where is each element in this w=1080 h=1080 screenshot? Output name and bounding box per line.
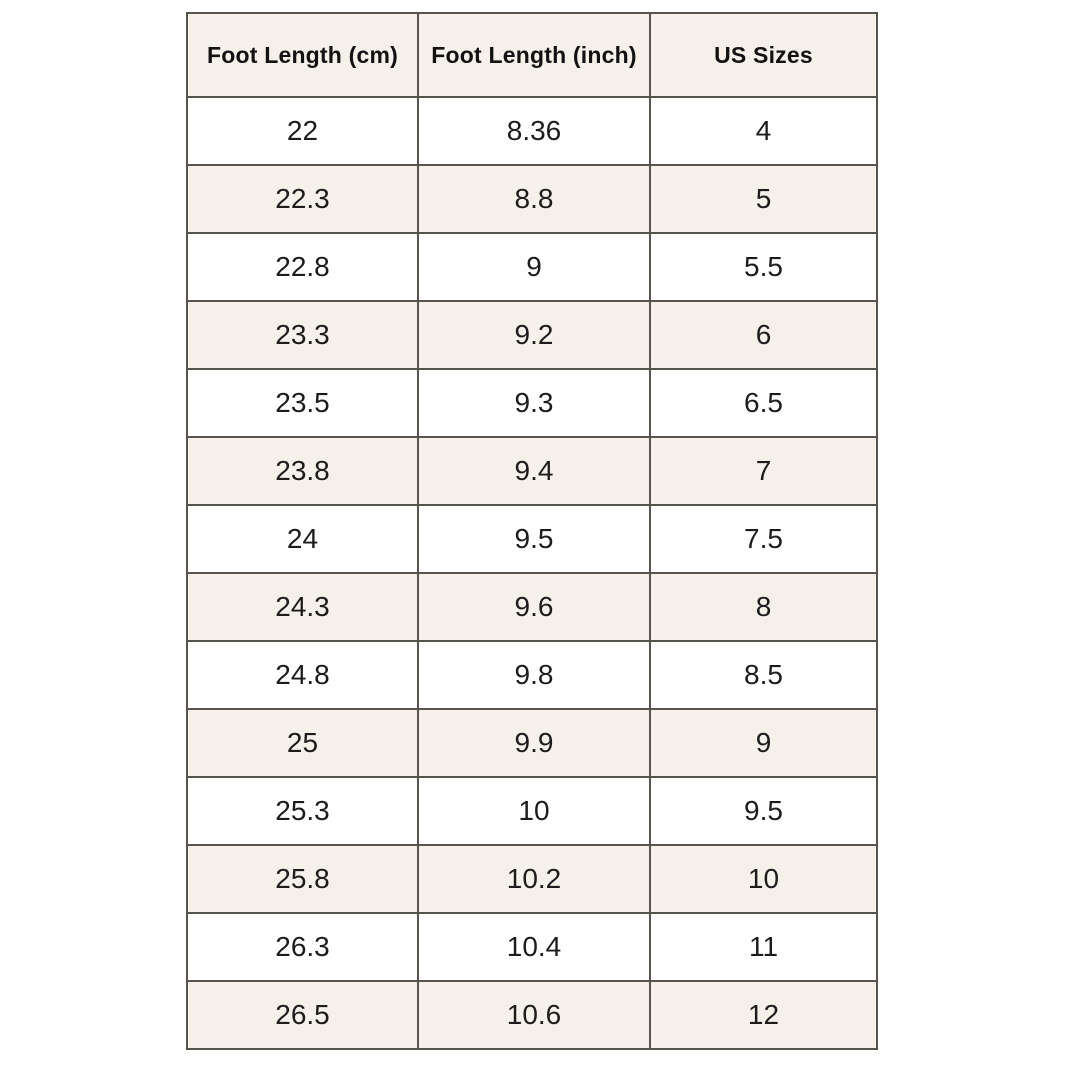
table-cell: 10 xyxy=(418,777,650,845)
table-cell: 24.3 xyxy=(187,573,418,641)
table-cell: 9.3 xyxy=(418,369,650,437)
table-cell: 9.6 xyxy=(418,573,650,641)
table-row xyxy=(187,777,877,845)
table-cell: 9.2 xyxy=(418,301,650,369)
table-cell: 9.4 xyxy=(418,437,650,505)
table-row xyxy=(187,845,877,913)
table-row xyxy=(187,233,877,301)
table-cell: 10.2 xyxy=(418,845,650,913)
header-us-sizes: US Sizes xyxy=(650,13,877,97)
shoe-size-table xyxy=(186,12,878,1050)
table-cell: 23.3 xyxy=(187,301,418,369)
table-cell: 26.5 xyxy=(187,981,418,1049)
table-cell: 12 xyxy=(650,981,877,1049)
table-cell: 8.8 xyxy=(418,165,650,233)
table-row xyxy=(187,913,877,981)
table-cell: 11 xyxy=(650,913,877,981)
table-cell: 10 xyxy=(650,845,877,913)
table-cell: 22.3 xyxy=(187,165,418,233)
table-cell: 9 xyxy=(418,233,650,301)
table-cell: 23.8 xyxy=(187,437,418,505)
table-cell: 26.3 xyxy=(187,913,418,981)
table-cell: 23.5 xyxy=(187,369,418,437)
table-cell: 8.5 xyxy=(650,641,877,709)
table-cell: 6 xyxy=(650,301,877,369)
table-cell: 9.8 xyxy=(418,641,650,709)
table-cell: 24.8 xyxy=(187,641,418,709)
table-row xyxy=(187,301,877,369)
table-cell: 8 xyxy=(650,573,877,641)
table-cell: 5.5 xyxy=(650,233,877,301)
table-cell: 9.9 xyxy=(418,709,650,777)
table-cell: 22 xyxy=(187,97,418,165)
table-cell: 9.5 xyxy=(418,505,650,573)
table-cell: 24 xyxy=(187,505,418,573)
table-row xyxy=(187,505,877,573)
table-body xyxy=(187,97,877,1049)
table-row xyxy=(187,437,877,505)
header-row xyxy=(187,13,877,97)
table-cell: 25 xyxy=(187,709,418,777)
table-row xyxy=(187,641,877,709)
table-cell: 25.8 xyxy=(187,845,418,913)
table-row xyxy=(187,369,877,437)
table-cell: 9 xyxy=(650,709,877,777)
table-cell: 7.5 xyxy=(650,505,877,573)
table-cell: 7 xyxy=(650,437,877,505)
table-cell: 10.6 xyxy=(418,981,650,1049)
table-cell: 4 xyxy=(650,97,877,165)
table-cell: 5 xyxy=(650,165,877,233)
table-row xyxy=(187,709,877,777)
table-header xyxy=(187,13,877,97)
table-row xyxy=(187,97,877,165)
table-cell: 10.4 xyxy=(418,913,650,981)
header-foot-length-inch: Foot Length (inch) xyxy=(418,13,650,97)
table-row xyxy=(187,573,877,641)
table-cell: 8.36 xyxy=(418,97,650,165)
table-cell: 25.3 xyxy=(187,777,418,845)
table-row xyxy=(187,165,877,233)
table-cell: 6.5 xyxy=(650,369,877,437)
header-foot-length-cm: Foot Length (cm) xyxy=(187,13,418,97)
table-row xyxy=(187,981,877,1049)
table-cell: 9.5 xyxy=(650,777,877,845)
table-cell: 22.8 xyxy=(187,233,418,301)
